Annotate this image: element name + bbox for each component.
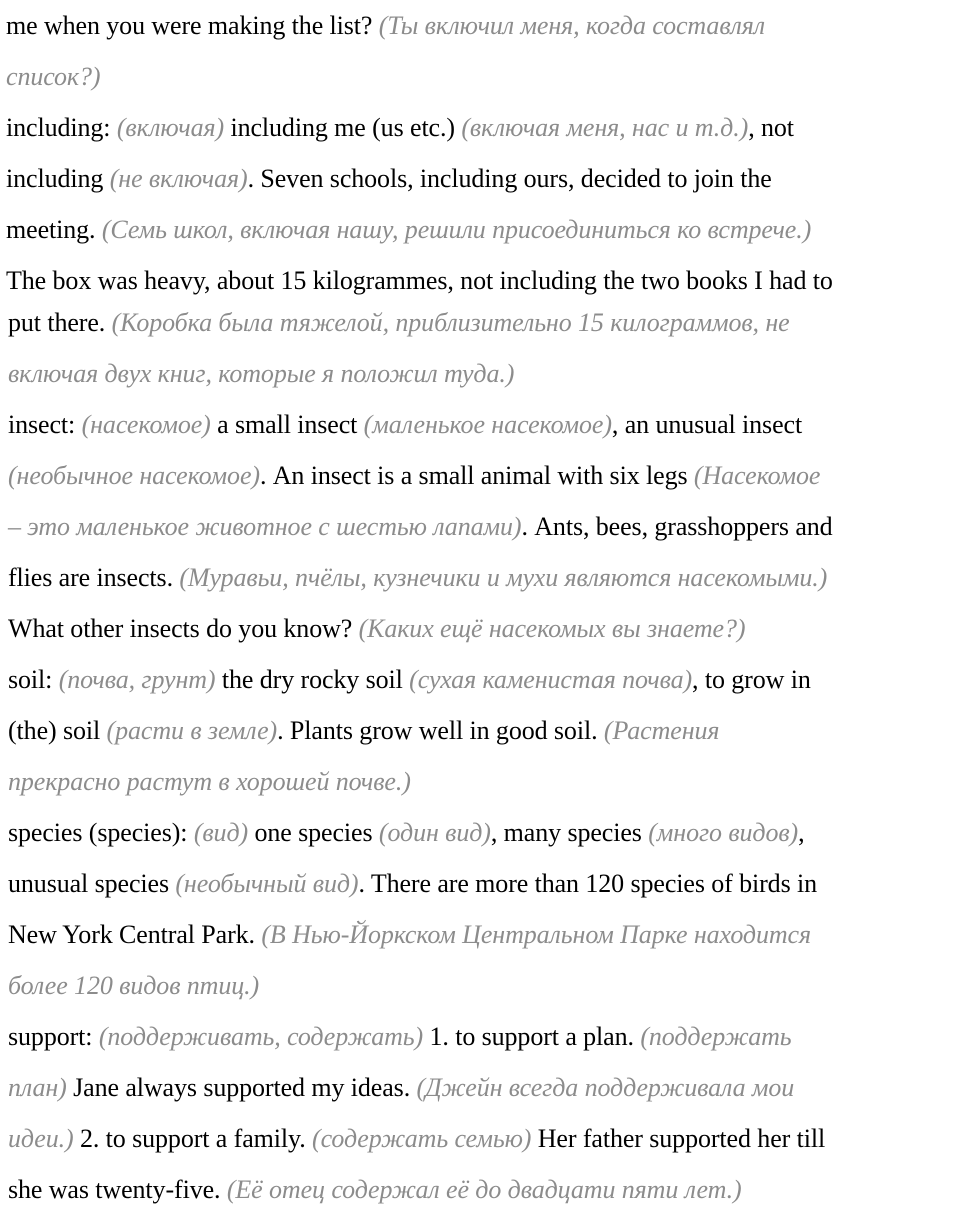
translation-text: (В Нью-Йоркском Центральном Парке находится [261, 920, 811, 949]
english-text: Her father supported her till [531, 1124, 826, 1153]
text-line [8, 603, 745, 654]
translation-text: более 120 видов птиц.) [8, 971, 260, 1000]
english-text: including [6, 164, 110, 193]
english-text: . Ants, bees, grasshoppers and [521, 512, 833, 541]
english-text: unusual species [8, 869, 176, 898]
english-text: . An insect is a small animal with six legs [259, 461, 694, 490]
english-text: , [798, 818, 805, 847]
text-line [8, 807, 805, 858]
english-text: flies are insects. [8, 563, 180, 592]
english-text: Jane always supported my ideas. [66, 1073, 417, 1102]
english-text: 1. to support a plan. [423, 1022, 641, 1051]
english-text: , not [748, 113, 794, 142]
english-text: . Plants grow well in good soil. [277, 716, 604, 745]
text-line [8, 297, 790, 348]
english-text: support: [8, 1022, 99, 1051]
translation-text: (Джейн всегда поддерживала мои [416, 1073, 795, 1102]
english-text: , to grow in [692, 665, 811, 694]
text-line [8, 348, 514, 399]
translation-text: (маленькое насекомое) [363, 410, 612, 439]
text-line [6, 102, 794, 153]
text-line [6, 204, 811, 255]
english-text: , many species [490, 818, 649, 847]
translation-text: план) [8, 1073, 67, 1102]
text-line [8, 705, 719, 756]
english-text: What other insects do you know? [8, 614, 359, 643]
english-text: one species [248, 818, 379, 847]
translation-text: (Растения [603, 716, 720, 745]
text-line [8, 654, 811, 705]
translation-text: (поддержать [640, 1022, 792, 1051]
translation-text: (много видов) [648, 818, 799, 847]
text-line [8, 1164, 742, 1215]
text-line [6, 0, 765, 51]
translation-text: (необычное насекомое) [8, 461, 260, 490]
english-text: me when you were making the list? [6, 11, 379, 40]
text-line [6, 51, 100, 102]
text-line [8, 960, 259, 1011]
english-text: The box was heavy, about 15 kilogrammes, not including the two books I had to [6, 266, 833, 295]
english-text: including: [6, 113, 117, 142]
english-text: . There are more than 120 species of birds in [358, 869, 818, 898]
translation-text: прекрасно растут в хорошей почве.) [8, 767, 411, 796]
english-text: insect: [8, 410, 82, 439]
translation-text: (необычный вид) [175, 869, 359, 898]
english-text: the dry rocky soil [215, 665, 410, 694]
translation-text: (Коробка была тяжелой, приблизительно 15 килограммов, не [111, 308, 790, 337]
text-line [8, 1011, 792, 1062]
translation-text: (почва, грунт) [58, 665, 216, 694]
english-text: New York Central Park. [8, 920, 262, 949]
english-text: , an unusual insect [611, 410, 803, 439]
translation-text: (Её отец содержал её до двадцати пяти лет.) [226, 1175, 742, 1204]
translation-text: (содержать семью) [312, 1124, 532, 1153]
english-text: a small insect [210, 410, 364, 439]
translation-text: (вид) [193, 818, 249, 847]
text-line [8, 501, 833, 552]
english-text: (the) soil [8, 716, 107, 745]
english-text: including me (us etc.) [224, 113, 462, 142]
translation-text: включая двух книг, которые я положил туда.) [8, 359, 515, 388]
text-line [8, 552, 827, 603]
text-line [8, 858, 817, 909]
english-text: 2. to support a family. [73, 1124, 313, 1153]
english-text: put there. [8, 308, 112, 337]
translation-text: (Ты включил меня, когда составлял [378, 11, 765, 40]
translation-text: (включая) [116, 113, 225, 142]
english-text: she was twenty-five. [8, 1175, 227, 1204]
text-line [8, 756, 411, 807]
text-line [8, 450, 820, 501]
translation-text: (Насекомое [693, 461, 821, 490]
translation-text: (Каких ещё насекомых вы знаете?) [358, 614, 746, 643]
translation-text: (включая меня, нас и т.д.) [461, 113, 749, 142]
translation-text: (расти в земле) [106, 716, 278, 745]
english-text: species (species): [8, 818, 194, 847]
text-line [8, 909, 811, 960]
translation-text: (не включая) [109, 164, 248, 193]
text-line [6, 153, 772, 204]
translation-text: (один вид) [378, 818, 491, 847]
translation-text: (Муравьи, пчёлы, кузнечики и мухи являются насекомыми.) [179, 563, 828, 592]
translation-text: (насекомое) [81, 410, 211, 439]
translation-text: (поддерживать, содержать) [98, 1022, 424, 1051]
text-line [8, 1113, 825, 1164]
text-line [8, 399, 802, 450]
english-text: . Seven schools, including ours, decided to join the [247, 164, 772, 193]
translation-text: – это маленькое животное с шестью лапами) [8, 512, 522, 541]
translation-text: идеи.) [8, 1124, 74, 1153]
translation-text: список?) [6, 62, 101, 91]
translation-text: (сухая каменистая почва) [409, 665, 693, 694]
text-line [8, 1062, 794, 1113]
english-text: meeting. [6, 215, 102, 244]
translation-text: (Семь школ, включая нашу, решили присоединиться ко встрече.) [101, 215, 812, 244]
english-text: soil: [8, 665, 59, 694]
